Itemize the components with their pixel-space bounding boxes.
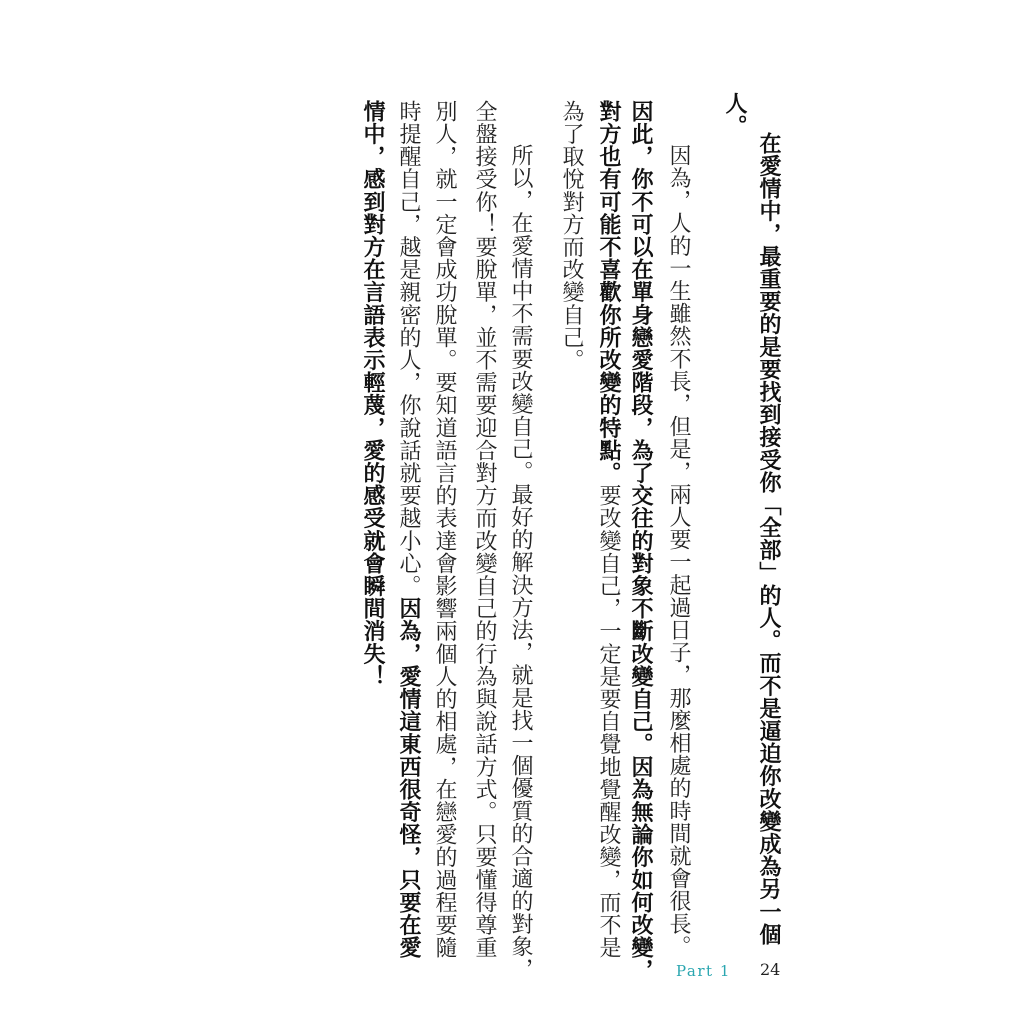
text-column-10-normal: 時提醒自己，越是親密的人，你說話就要越小心。: [396, 100, 421, 598]
text-column-9: 別人，就一定會成功脫單。要知道語言的表達會影響兩個人的相處，在戀愛的過程要隨: [432, 100, 457, 959]
text-column-1: 在愛情中，最重要的是要找到接受你「全部」的人。而不是逼迫你改變成為另一個: [756, 132, 781, 946]
text-column-4: 因此，你不可以在單身戀愛階段，為了交往的對象不斷改變自己。因為無論你如何改變，: [628, 100, 653, 982]
text-column-8: 全盤接受你！要脫單，並不需要迎合對方而改變自己的行為與說話方式。只要懂得尊重: [472, 100, 497, 959]
footer-part-label: Part 1: [676, 962, 731, 980]
footer-page-number: 24: [760, 960, 781, 979]
text-column-3: 因為，人的一生雖然不長，但是，兩人要一起過日子，那麼相處的時間就會很長。: [666, 144, 691, 958]
text-column-5-bold: 對方也有可能不喜歡你所改變的特點。: [596, 100, 621, 485]
text-column-5: [592, 100, 624, 959]
text-column-2: 人。: [722, 92, 747, 138]
text-column-6: 為了取悅對方而改變自己。: [559, 100, 584, 372]
text-column-7: 所以，在愛情中不需要改變自己。最好的解決方法，就是找一個優質的合適的對象，: [508, 144, 533, 981]
text-column-5-normal: 要改變自己，一定是要自覺地覺醒改變，而不是: [596, 484, 621, 959]
text-column-10: [392, 100, 424, 959]
text-column-11: 情中，感到對方在言語表示輕蔑，愛的感受就會瞬間消失！: [360, 100, 385, 688]
text-column-10-bold: 因為，愛情這東西很奇怪，只要在愛: [396, 597, 421, 959]
